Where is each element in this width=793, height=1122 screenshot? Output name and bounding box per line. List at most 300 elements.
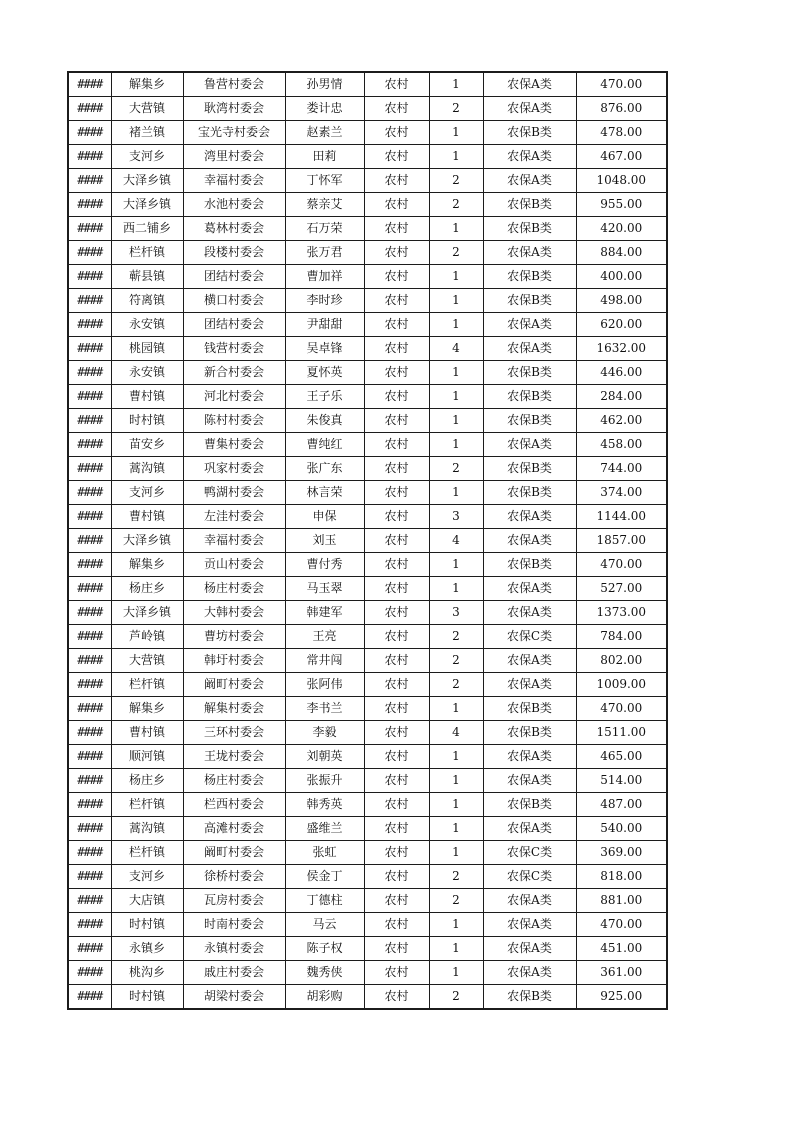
cell-person-name: 赵素兰 [285,121,364,145]
cell-amount: 1857.00 [576,529,667,553]
cell-person-name: 胡彩购 [285,985,364,1010]
table-row [68,913,667,937]
cell-person-count: 2 [429,193,483,217]
cell-village-committee: 陈村村委会 [183,409,285,433]
table-row [68,313,667,337]
cell-village-committee: 永镇村委会 [183,937,285,961]
cell-insurance-category: 农保B类 [483,409,576,433]
cell-date-overflow: #### [68,721,111,745]
cell-person-name: 张虹 [285,841,364,865]
cell-person-name: 张万君 [285,241,364,265]
cell-residence-type: 农村 [364,241,429,265]
cell-person-name: 孙男情 [285,72,364,97]
cell-insurance-category: 农保B类 [483,481,576,505]
cell-date-overflow: #### [68,673,111,697]
cell-date-overflow: #### [68,913,111,937]
cell-amount: 374.00 [576,481,667,505]
cell-amount: 467.00 [576,145,667,169]
cell-township: 大泽乡镇 [111,601,183,625]
cell-amount: 420.00 [576,217,667,241]
cell-residence-type: 农村 [364,217,429,241]
cell-date-overflow: #### [68,505,111,529]
cell-insurance-category: 农保B类 [483,217,576,241]
cell-township: 西二铺乡 [111,217,183,241]
cell-person-count: 1 [429,577,483,601]
cell-township: 大泽乡镇 [111,169,183,193]
cell-residence-type: 农村 [364,121,429,145]
cell-township: 杨庄乡 [111,577,183,601]
cell-residence-type: 农村 [364,97,429,121]
cell-date-overflow: #### [68,433,111,457]
table-row [68,265,667,289]
cell-person-count: 2 [429,673,483,697]
cell-person-name: 张振升 [285,769,364,793]
table-row [68,649,667,673]
cell-person-count: 1 [429,937,483,961]
cell-date-overflow: #### [68,145,111,169]
cell-residence-type: 农村 [364,193,429,217]
cell-residence-type: 农村 [364,865,429,889]
cell-person-count: 1 [429,817,483,841]
cell-person-count: 3 [429,601,483,625]
cell-amount: 1373.00 [576,601,667,625]
cell-township: 桃沟乡 [111,961,183,985]
cell-person-count: 2 [429,457,483,481]
cell-residence-type: 农村 [364,889,429,913]
cell-township: 永安镇 [111,313,183,337]
cell-village-committee: 杨庄村委会 [183,577,285,601]
cell-village-committee: 幸福村委会 [183,169,285,193]
cell-village-committee: 徐桥村委会 [183,865,285,889]
cell-insurance-category: 农保A类 [483,577,576,601]
cell-village-committee: 高滩村委会 [183,817,285,841]
cell-date-overflow: #### [68,577,111,601]
cell-township: 蒿沟镇 [111,457,183,481]
cell-insurance-category: 农保A类 [483,769,576,793]
cell-amount: 744.00 [576,457,667,481]
cell-person-name: 盛维兰 [285,817,364,841]
cell-township: 支河乡 [111,865,183,889]
cell-village-committee: 耿湾村委会 [183,97,285,121]
cell-village-committee: 河北村委会 [183,385,285,409]
cell-date-overflow: #### [68,121,111,145]
cell-insurance-category: 农保A类 [483,817,576,841]
cell-insurance-category: 农保A类 [483,505,576,529]
cell-village-committee: 湾里村委会 [183,145,285,169]
cell-person-name: 侯金丁 [285,865,364,889]
data-table [67,71,668,1010]
cell-township: 解集乡 [111,697,183,721]
cell-village-committee: 曹坊村委会 [183,625,285,649]
table-row [68,361,667,385]
cell-amount: 818.00 [576,865,667,889]
table-row [68,433,667,457]
cell-township: 蕲县镇 [111,265,183,289]
table-row [68,529,667,553]
table-row [68,289,667,313]
cell-amount: 925.00 [576,985,667,1010]
cell-date-overflow: #### [68,961,111,985]
cell-amount: 470.00 [576,553,667,577]
cell-person-count: 1 [429,745,483,769]
table-row [68,721,667,745]
cell-person-name: 朱俊真 [285,409,364,433]
table-row [68,937,667,961]
cell-township: 时村镇 [111,409,183,433]
cell-amount: 470.00 [576,697,667,721]
cell-amount: 1009.00 [576,673,667,697]
cell-residence-type: 农村 [364,769,429,793]
cell-person-count: 1 [429,913,483,937]
cell-person-name: 石万荣 [285,217,364,241]
cell-date-overflow: #### [68,241,111,265]
cell-insurance-category: 农保B类 [483,553,576,577]
cell-amount: 955.00 [576,193,667,217]
cell-date-overflow: #### [68,529,111,553]
cell-residence-type: 农村 [364,529,429,553]
cell-township: 支河乡 [111,145,183,169]
cell-person-name: 王亮 [285,625,364,649]
cell-village-committee: 水池村委会 [183,193,285,217]
cell-person-name: 林言荣 [285,481,364,505]
cell-person-name: 娄计忠 [285,97,364,121]
cell-date-overflow: #### [68,409,111,433]
cell-residence-type: 农村 [364,433,429,457]
table-row [68,745,667,769]
cell-amount: 462.00 [576,409,667,433]
cell-person-name: 常井闯 [285,649,364,673]
table-row [68,625,667,649]
cell-township: 顺河镇 [111,745,183,769]
cell-amount: 802.00 [576,649,667,673]
cell-amount: 470.00 [576,913,667,937]
cell-person-name: 马云 [285,913,364,937]
cell-insurance-category: 农保A类 [483,241,576,265]
cell-village-committee: 幸福村委会 [183,529,285,553]
table-row [68,145,667,169]
cell-person-name: 丁怀军 [285,169,364,193]
table-row [68,385,667,409]
cell-person-count: 1 [429,145,483,169]
cell-person-count: 1 [429,433,483,457]
cell-residence-type: 农村 [364,961,429,985]
cell-township: 大营镇 [111,649,183,673]
table-row [68,697,667,721]
cell-date-overflow: #### [68,169,111,193]
cell-person-name: 曹付秀 [285,553,364,577]
cell-township: 杨庄乡 [111,769,183,793]
cell-person-name: 李书兰 [285,697,364,721]
cell-insurance-category: 农保B类 [483,721,576,745]
cell-person-count: 1 [429,313,483,337]
cell-person-count: 3 [429,505,483,529]
cell-date-overflow: #### [68,457,111,481]
cell-village-committee: 三环村委会 [183,721,285,745]
cell-residence-type: 农村 [364,337,429,361]
cell-date-overflow: #### [68,697,111,721]
cell-amount: 540.00 [576,817,667,841]
cell-township: 大泽乡镇 [111,529,183,553]
cell-village-committee: 横口村委会 [183,289,285,313]
cell-village-committee: 巩家村委会 [183,457,285,481]
cell-township: 永镇乡 [111,937,183,961]
cell-amount: 458.00 [576,433,667,457]
cell-township: 栏杆镇 [111,793,183,817]
cell-village-committee: 贡山村委会 [183,553,285,577]
table-row [68,409,667,433]
table-row [68,481,667,505]
cell-date-overflow: #### [68,937,111,961]
cell-insurance-category: 农保A类 [483,145,576,169]
table-row [68,457,667,481]
cell-residence-type: 农村 [364,745,429,769]
cell-person-name: 韩建军 [285,601,364,625]
cell-person-count: 1 [429,72,483,97]
cell-insurance-category: 农保A类 [483,913,576,937]
cell-township: 曹村镇 [111,721,183,745]
table-row [68,97,667,121]
table-row [68,121,667,145]
cell-person-count: 1 [429,697,483,721]
cell-residence-type: 农村 [364,481,429,505]
cell-person-name: 吴卓锋 [285,337,364,361]
cell-residence-type: 农村 [364,817,429,841]
cell-residence-type: 农村 [364,385,429,409]
table-row [68,553,667,577]
cell-insurance-category: 农保A类 [483,889,576,913]
cell-amount: 1511.00 [576,721,667,745]
cell-village-committee: 阚町村委会 [183,841,285,865]
cell-person-name: 曹加祥 [285,265,364,289]
cell-person-count: 4 [429,721,483,745]
cell-date-overflow: #### [68,649,111,673]
cell-village-committee: 胡梁村委会 [183,985,285,1010]
cell-township: 苗安乡 [111,433,183,457]
cell-person-name: 李时珍 [285,289,364,313]
cell-person-count: 1 [429,769,483,793]
cell-date-overflow: #### [68,481,111,505]
cell-person-name: 尹甜甜 [285,313,364,337]
cell-township: 永安镇 [111,361,183,385]
cell-insurance-category: 农保A类 [483,337,576,361]
cell-date-overflow: #### [68,601,111,625]
cell-residence-type: 农村 [364,457,429,481]
cell-person-count: 2 [429,97,483,121]
cell-person-name: 魏秀侠 [285,961,364,985]
cell-village-committee: 鸭湖村委会 [183,481,285,505]
cell-date-overflow: #### [68,385,111,409]
cell-person-name: 田莉 [285,145,364,169]
cell-insurance-category: 农保A类 [483,673,576,697]
cell-date-overflow: #### [68,553,111,577]
cell-township: 曹村镇 [111,385,183,409]
cell-amount: 884.00 [576,241,667,265]
cell-insurance-category: 农保C类 [483,841,576,865]
cell-amount: 514.00 [576,769,667,793]
cell-amount: 498.00 [576,289,667,313]
cell-township: 蒿沟镇 [111,817,183,841]
cell-insurance-category: 农保B类 [483,121,576,145]
cell-insurance-category: 农保A类 [483,97,576,121]
table-row [68,985,667,1010]
cell-date-overflow: #### [68,745,111,769]
cell-date-overflow: #### [68,265,111,289]
cell-residence-type: 农村 [364,289,429,313]
cell-village-committee: 阚町村委会 [183,673,285,697]
cell-amount: 784.00 [576,625,667,649]
cell-township: 解集乡 [111,72,183,97]
table-row [68,817,667,841]
cell-person-count: 2 [429,241,483,265]
cell-amount: 876.00 [576,97,667,121]
cell-amount: 881.00 [576,889,667,913]
cell-date-overflow: #### [68,217,111,241]
cell-person-name: 张阿伟 [285,673,364,697]
cell-amount: 470.00 [576,72,667,97]
cell-residence-type: 农村 [364,601,429,625]
cell-village-committee: 栏西村委会 [183,793,285,817]
cell-date-overflow: #### [68,817,111,841]
table-row [68,889,667,913]
cell-person-count: 1 [429,289,483,313]
cell-person-count: 1 [429,793,483,817]
cell-insurance-category: 农保A类 [483,433,576,457]
cell-residence-type: 农村 [364,409,429,433]
cell-person-name: 马玉翠 [285,577,364,601]
cell-person-name: 陈子权 [285,937,364,961]
cell-date-overflow: #### [68,841,111,865]
cell-insurance-category: 农保B类 [483,697,576,721]
cell-amount: 284.00 [576,385,667,409]
cell-village-committee: 钱营村委会 [183,337,285,361]
cell-date-overflow: #### [68,889,111,913]
cell-person-count: 1 [429,217,483,241]
cell-insurance-category: 农保A类 [483,169,576,193]
cell-insurance-category: 农保A类 [483,649,576,673]
cell-township: 栏杆镇 [111,241,183,265]
cell-residence-type: 农村 [364,937,429,961]
cell-person-count: 4 [429,337,483,361]
cell-person-name: 夏怀英 [285,361,364,385]
cell-insurance-category: 农保A类 [483,601,576,625]
table-row [68,193,667,217]
cell-person-count: 2 [429,985,483,1010]
cell-person-count: 1 [429,841,483,865]
table-row [68,169,667,193]
cell-person-count: 2 [429,865,483,889]
cell-person-name: 李毅 [285,721,364,745]
cell-residence-type: 农村 [364,313,429,337]
cell-village-committee: 葛林村委会 [183,217,285,241]
cell-person-count: 2 [429,889,483,913]
cell-township: 曹村镇 [111,505,183,529]
cell-insurance-category: 农保B类 [483,793,576,817]
cell-insurance-category: 农保A类 [483,529,576,553]
table-row [68,961,667,985]
cell-amount: 465.00 [576,745,667,769]
cell-insurance-category: 农保B类 [483,985,576,1010]
cell-residence-type: 农村 [364,145,429,169]
cell-person-count: 2 [429,625,483,649]
cell-amount: 369.00 [576,841,667,865]
cell-village-committee: 时南村委会 [183,913,285,937]
cell-person-count: 1 [429,553,483,577]
cell-amount: 1632.00 [576,337,667,361]
cell-village-committee: 团结村委会 [183,265,285,289]
table-row [68,217,667,241]
cell-amount: 361.00 [576,961,667,985]
cell-date-overflow: #### [68,97,111,121]
cell-township: 解集乡 [111,553,183,577]
cell-township: 芦岭镇 [111,625,183,649]
cell-residence-type: 农村 [364,625,429,649]
table-row [68,577,667,601]
cell-person-name: 丁德柱 [285,889,364,913]
cell-village-committee: 曹集村委会 [183,433,285,457]
cell-village-committee: 鲁营村委会 [183,72,285,97]
cell-amount: 527.00 [576,577,667,601]
cell-residence-type: 农村 [364,649,429,673]
cell-person-count: 1 [429,361,483,385]
cell-insurance-category: 农保A类 [483,313,576,337]
cell-residence-type: 农村 [364,505,429,529]
cell-village-committee: 王垅村委会 [183,745,285,769]
cell-township: 大营镇 [111,97,183,121]
cell-amount: 478.00 [576,121,667,145]
table-row [68,769,667,793]
cell-residence-type: 农村 [364,72,429,97]
cell-insurance-category: 农保B类 [483,193,576,217]
table-row [68,841,667,865]
cell-date-overflow: #### [68,985,111,1010]
cell-person-count: 2 [429,649,483,673]
cell-insurance-category: 农保B类 [483,457,576,481]
cell-village-committee: 戚庄村委会 [183,961,285,985]
cell-village-committee: 左洼村委会 [183,505,285,529]
cell-amount: 487.00 [576,793,667,817]
cell-insurance-category: 农保B类 [483,289,576,313]
cell-insurance-category: 农保B类 [483,385,576,409]
cell-insurance-category: 农保C类 [483,625,576,649]
cell-person-name: 韩秀英 [285,793,364,817]
cell-residence-type: 农村 [364,553,429,577]
cell-residence-type: 农村 [364,721,429,745]
cell-insurance-category: 农保B类 [483,361,576,385]
cell-township: 大店镇 [111,889,183,913]
cell-residence-type: 农村 [364,841,429,865]
cell-person-count: 1 [429,385,483,409]
cell-insurance-category: 农保A类 [483,745,576,769]
cell-village-committee: 瓦房村委会 [183,889,285,913]
cell-date-overflow: #### [68,793,111,817]
cell-date-overflow: #### [68,361,111,385]
cell-person-name: 刘玉 [285,529,364,553]
cell-village-committee: 解集村委会 [183,697,285,721]
cell-township: 栏杆镇 [111,841,183,865]
cell-village-committee: 大韩村委会 [183,601,285,625]
cell-amount: 451.00 [576,937,667,961]
table-row [68,601,667,625]
cell-amount: 1048.00 [576,169,667,193]
cell-insurance-category: 农保A类 [483,961,576,985]
cell-person-count: 1 [429,121,483,145]
cell-person-count: 1 [429,265,483,289]
cell-date-overflow: #### [68,72,111,97]
cell-person-name: 王子乐 [285,385,364,409]
cell-residence-type: 农村 [364,673,429,697]
cell-person-name: 曹纯红 [285,433,364,457]
cell-residence-type: 农村 [364,793,429,817]
